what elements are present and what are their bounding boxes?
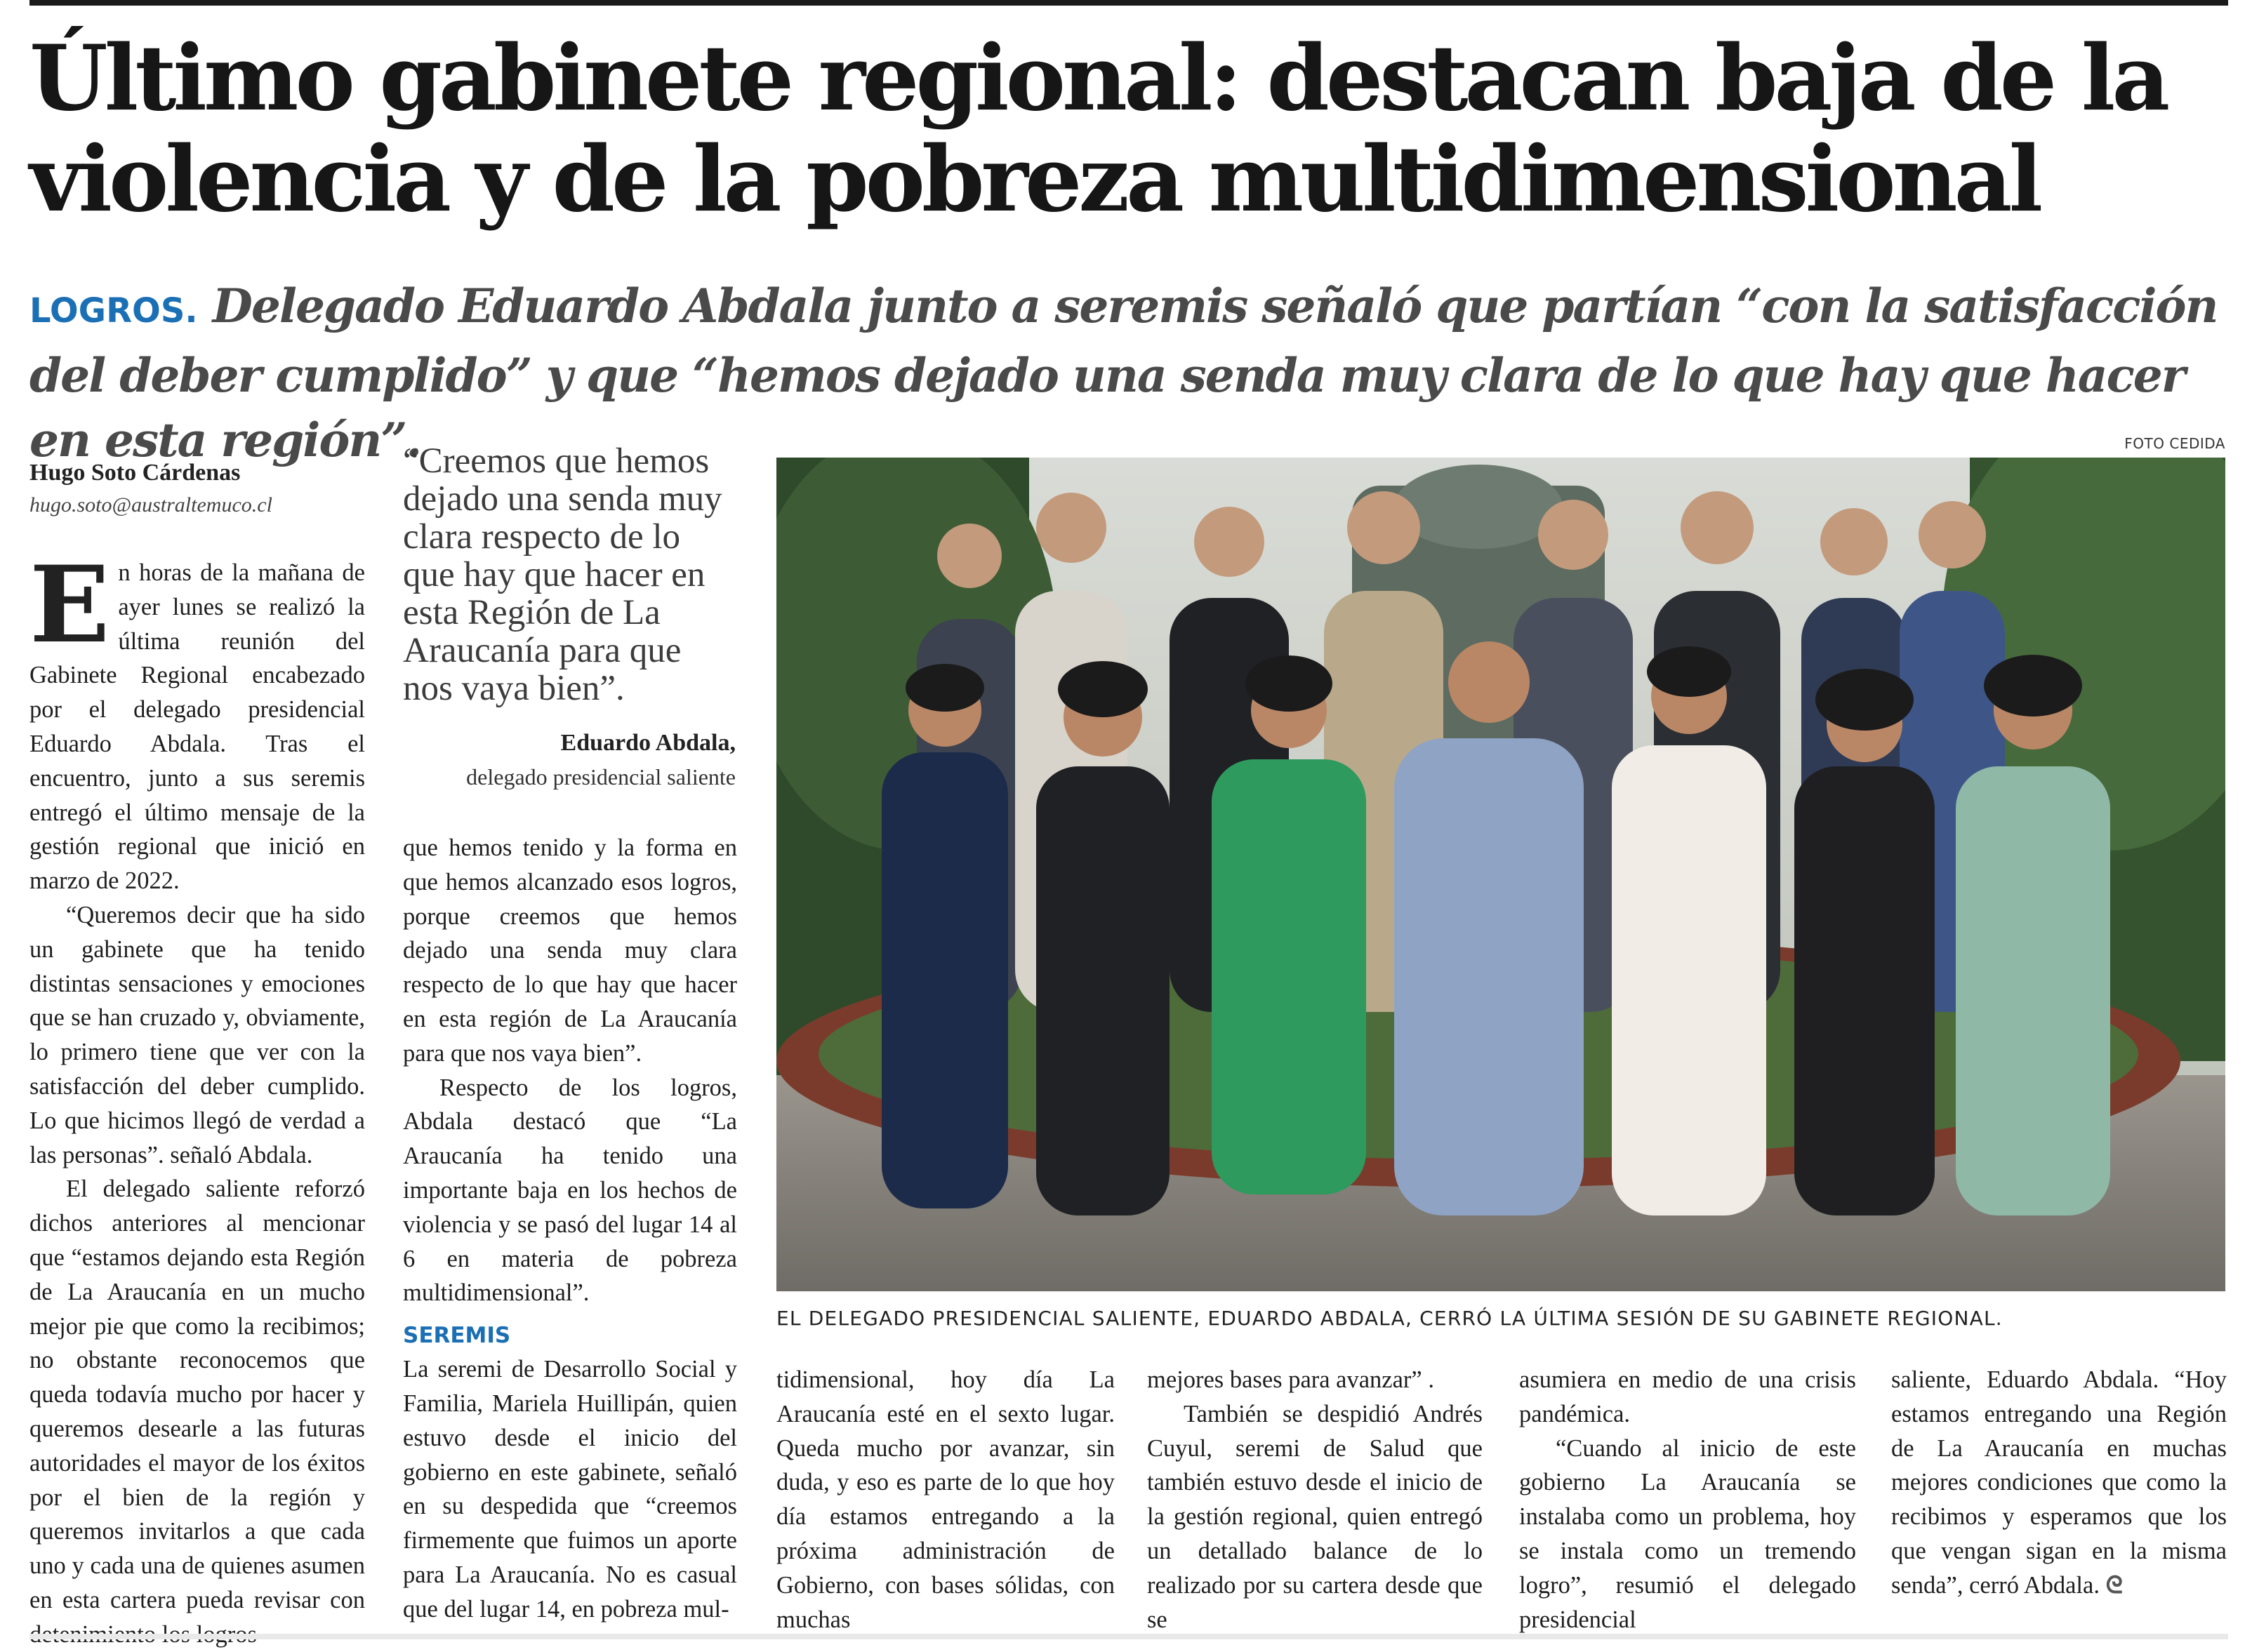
- end-mark-icon: ᘓ: [2105, 1571, 2123, 1599]
- paragraph: El delegado saliente reforzó dichos anteriores al mencionar que “estamos dejando esta Región de La Araucanía en un mucho mejor pie que como la recibimos; no obstante reconocemos que queda todavía mucho por hacer y queremos desearle a las futuras autoridades el mayor de los éxitos por el bien de la región y queremos invitarlos a que cada uno y cada una de quienes asumen en esta cartera pueda revisar con: [29, 1175, 365, 1613]
- paragraph: “Queremos decir que ha sido un gabinete que ha tenido distintas sensaciones y emociones que se han cruzado y, obviamente, lo primero tiene que ver con la satisfacción del deber cumplido. Lo que hicimos llegó de verdad a las personas”. señaló Abdala.: [29, 901, 365, 1168]
- drop-cap: E: [29, 543, 110, 667]
- paragraph: [1891, 1363, 2227, 1603]
- group-photo: [776, 458, 2225, 1291]
- article-column-1: [29, 543, 365, 1652]
- paragraph: También se despidió Andrés Cuyul, seremi de Salud que también estuvo desde el inicio de la gestión regional, quien entregó un detallado balance de lo realizado por su cartera desde que se: [1147, 1400, 1483, 1633]
- byline-author: Hugo Soto Cárdenas: [29, 460, 241, 486]
- paragraph: “Cuando al inicio de este gobierno La Araucanía se instalaba como un problema, hoy se instala como un tremendo logro”, resumió el delegado presidencial: [1519, 1434, 1856, 1633]
- paragraph: Respecto de los logros, Abdala destacó que “La Araucanía ha tenido una importante baja en los hechos de violencia y se pasó del lugar 14 al 6 en materia de pobreza multidimensional”.: [403, 1074, 737, 1307]
- top-rule: [29, 0, 2228, 6]
- group-photo-illustration: [776, 458, 2225, 1291]
- pull-quote-role: delegado presidencial saliente: [466, 764, 736, 790]
- paragraph: asumiera en medio de una crisis pandémica.: [1519, 1366, 1856, 1427]
- deck-text: Delegado Eduardo Abdala junto a seremis señaló que partían “con la satisfacción del deber cumplido” y que “hemos dejado una senda muy clara de lo que hay que hacer en esta región”.: [29, 279, 2218, 467]
- section-subhead: SEREMIS: [403, 1323, 511, 1349]
- article-column-6: [1891, 1363, 2227, 1603]
- byline-email: hugo.soto@australtemuco.cl: [29, 493, 272, 517]
- paragraph: [29, 543, 365, 898]
- deck: [29, 274, 2227, 472]
- pull-quote: “Creemos que hemos dejado una senda muy clara respecto de lo que hay que hacer en esta Región de La Araucanía para que nos vaya bien”.: [403, 441, 722, 708]
- paragraph: La seremi de Desarrollo Social y Familia, Mariela Huillipán, quien estuvo desde el inicio del gobierno en este gabinete, señaló en su despedida que “creemos firmemente que fuimos un aporte para La Araucanía. No es casual que del lugar 14, en pobreza mul-: [403, 1356, 737, 1623]
- paragraph: tidimensional, hoy día La Araucanía esté en el sexto lugar. Queda mucho por avanzar, sin duda, y eso es parte de lo que hoy día estamos entregando a la próxima administración de Gobierno, con bases sólidas, con muchas: [776, 1366, 1115, 1633]
- article-column-4: [1147, 1363, 1483, 1637]
- pull-quote-attribution: [403, 726, 736, 794]
- byline: [29, 456, 359, 521]
- deck-kicker: LOGROS.: [29, 291, 198, 331]
- pull-quote-author: Eduardo Abdala,: [560, 730, 736, 756]
- paragraph-text: n horas de la mañana de ayer lunes se realizó la última reunión del Gabinete Regional encabezado por el delegado presidencial Eduardo Abdala. Tras el encuentro, junto a sus seremis entregó el último mensaje de la gestión regional que inició en marzo de 2022.: [29, 559, 365, 895]
- headline: Último gabinete regional: destacan baja de la violencia y de la pobreza multidimensional: [29, 26, 2167, 232]
- bottom-rule: [29, 1634, 2228, 1639]
- photo-credit: FOTO CEDIDA: [2124, 435, 2225, 452]
- article-column-3: [776, 1363, 1115, 1637]
- paragraph: que hemos tenido y la forma en que hemos alcanzado esos logros, porque creemos que hemos dejado una senda muy clara respecto de lo que hay que hacer en esta región de La Araucanía para que nos vaya bien”.: [403, 834, 737, 1067]
- paragraph-text: saliente, Eduardo Abdala. “Hoy estamos entregando una Región de La Araucanía en muchas mejores condiciones que como la recibimos y esperamos que los que vengan sigan en la misma senda”, cerró Abdala.: [1891, 1366, 2227, 1599]
- photo-caption: EL DELEGADO PRESIDENCIAL SALIENTE, EDUARDO ABDALA, CERRÓ LA ÚLTIMA SESIÓN DE SU GABINETE REGIONAL.: [776, 1307, 2003, 1330]
- paragraph: mejores bases para avanzar” .: [1147, 1366, 1434, 1393]
- article-column-2: [403, 831, 737, 1627]
- article-column-5: [1519, 1363, 1856, 1637]
